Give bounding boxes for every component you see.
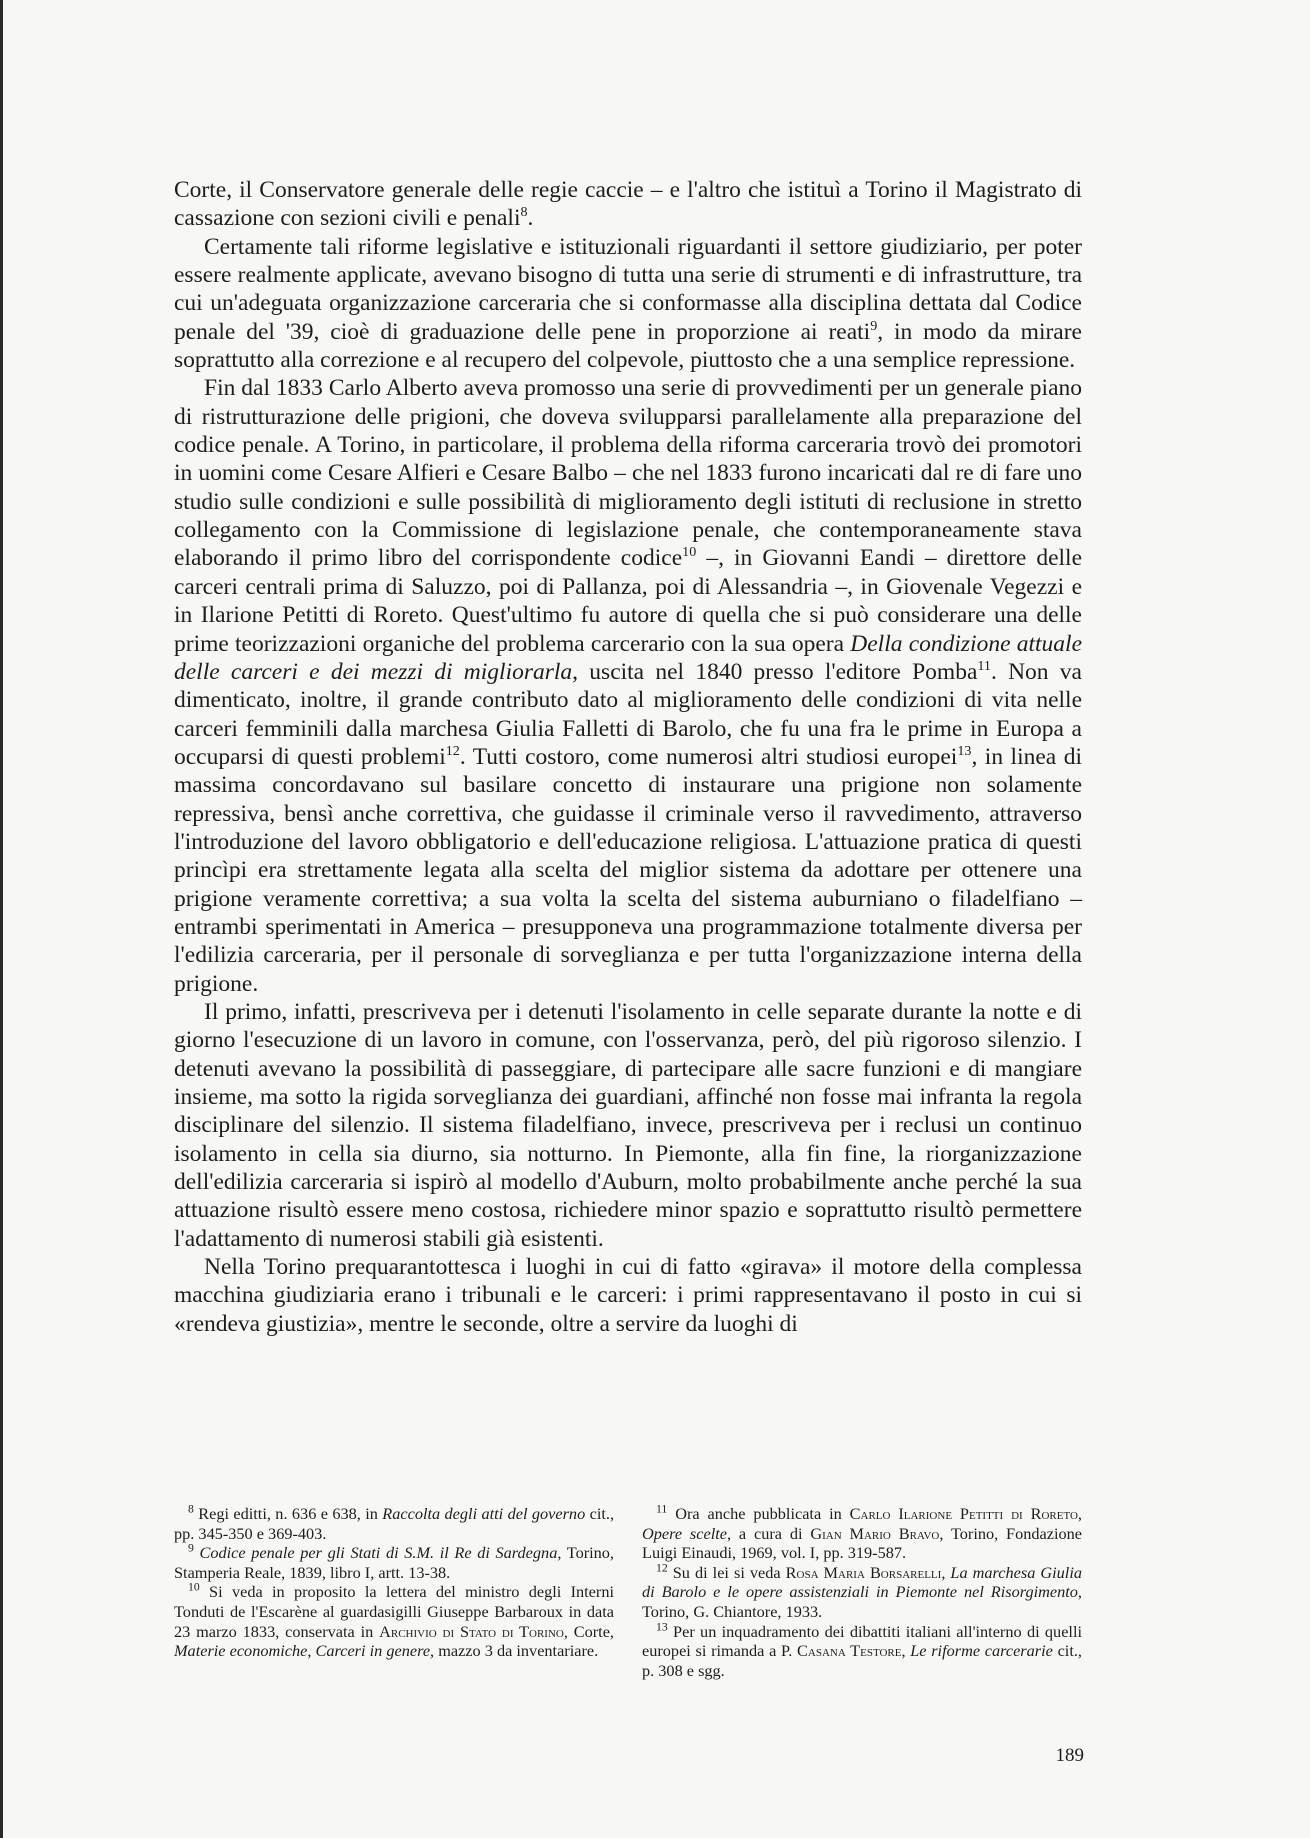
footnote-marker: 13 — [957, 743, 972, 760]
footnote-marker: 11 — [656, 1502, 668, 1516]
italic-title: Raccolta degli atti del governo — [382, 1504, 586, 1523]
paragraph: Nella Torino prequarantottesca i luoghi in cui di fatto «girava» il motore della complessa macchina giudiziaria erano i tribunali e le carceri: i primi rappresentavano il posto in cui si «rendeva giustizia», mentre le seconde, oltre a servire da luoghi di — [174, 1254, 1082, 1337]
footnote-marker: 11 — [977, 658, 991, 675]
italic-title: Opere scelte — [642, 1523, 727, 1543]
footnote: $^{11}$ Ora anche pubblicata in Carlo Ilarione Petitti di Roreto, Opere scelte, a cura di Gian Mario Bravo, Torino, Fondazione Luigi Einaudi, 1969, vol. I, pp. 319-587. — [642, 1502, 1082, 1563]
footnote-marker: 13 — [656, 1620, 668, 1634]
footnote-marker: 12 — [656, 1561, 668, 1575]
footnote: $^9$ Codice penale per gli Stati di S.M. il Re di Sardegna, Torino, Stamperia Reale, 1839, libro I, artt. 13-38. — [174, 1541, 615, 1582]
small-caps-name: Archivio di Stato di Torino — [379, 1621, 564, 1641]
small-caps-name: Rosa Maria Borsarelli — [785, 1562, 942, 1582]
paragraph: Fin dal 1833 Carlo Alberto aveva promosso una serie di provvedimenti per un generale piano di ristrutturazione delle prigioni, che doveva svilupparsi parallelamente alla preparazione del codice penale. A Torino, in particolare, il problema della riforma carceraria trovò dei promotori in uomini come Cesare Alfieri e Cesare Balbo – che nel 1833 furono incaricati dal re di fare uno studio sulle condizioni e sulle possibilità di miglioramento degli istituti di reclusione in stretto collegamento con la Commissione di legislazione penale, che contemporaneamente stava elaborando il primo libro del corrispondente codice$^{10}$ –, in Giovanni Eandi – direttore delle carceri centrali prima di Saluzzo, poi di Pallanza, poi di Alessandria –, in Giovenale Vegezzi e in Ilarione Petitti di Roreto. Quest'ultimo fu autore di quella che si può considerare una delle prime teorizzazioni organiche del problema carcerario con la sua opera Della condizione attuale delle carceri e dei mezzi di migliorarla, uscita nel 1840 presso l'editore Pomba$^{11}$. Non va dimenticato, inoltre, il grande contributo dato al miglioramento delle condizioni di vita nelle carceri femminili dalla marchesa Giulia Falletti di Barolo, che fu una fra le prime in Europa a occuparsi di questi problemi$^{12}$. Tutti costoro, come numerosi altri studiosi europei$^{13}$, in linea di massima concordavano sul basilare concetto di instaurare una prigione non solamente repressiva, bensì anche correttiva, che guidasse il criminale verso il ravvedimento, attraverso l'introduzione del lavoro obbligatorio e dell'educazione religiosa. L'attuazione pratica di questi princìpi era strettamente legata alla scelta del miglior sistema da adottare per ottenere una prigione veramente correttiva; a sua volta la scelta del sistema auburniano o filadelfiano – entrambi sperimentati in America – presupponeva una programmazione totalmente diversa per l'edilizia carceraria, per il personale di sorveglianza e per tutta l'organizzazione interna della prigione. — [174, 375, 1082, 997]
italic-title: La marchesa Giulia di Barolo e le opere assistenziali in Piemonte nel Risorgimento — [642, 1562, 1082, 1602]
italic-title: Carceri in genere — [315, 1641, 431, 1661]
italic-title: Le riforme carcerarie — [910, 1641, 1053, 1661]
paragraph: Il primo, infatti, prescriveva per i detenuti l'isolamento in celle separate durante la notte e di giorno l'esecuzione di un lavoro in comune, con l'osservanza, però, del più rigoroso silenzio. I detenuti avevano la possibilità di passeggiare, di partecipare alle sacre funzioni e di mangiare insieme, ma sotto la rigida sorveglianza dei guardiani, affinché non fosse mai infranta la regola disciplinare del silenzio. Il sistema filadelfiano, invece, prescriveva per i reclusi un continuo isolamento in cella sia diurno, sia notturno. In Piemonte, alla fin fine, la riorganizzazione dell'edilizia carceraria si ispirò al modello d'Auburn, molto probabilmente anche perché la sua attuazione risultò essere meno costosa, richiedere minor spazio e soprattutto risultò permettere l'adattamento di numerosi stabili già esistenti. — [174, 998, 1082, 1252]
footnote: $^{10}$ Si veda in proposito la lettera del ministro degli Interni Tonduti de l'Escarène al guardasigilli Giuseppe Barbaroux in data 23 marzo 1833, conservata in Archivio di Stato di Torino, Corte, Materie economiche, Carceri in genere, mazzo 3 da inventariare. — [174, 1580, 614, 1661]
footnote-marker: 10 — [188, 1580, 200, 1594]
footnote: $^{13}$ Per un inquadramento dei dibattiti italiani all'interno di quelli europei si rimanda a P. Casana Testore, Le riforme carcerarie cit., p. 308 e sgg. — [642, 1620, 1082, 1680]
paragraph: Certamente tali riforme legislative e istituzionali riguardanti il settore giudiziario, per poter essere realmente applicate, avevano bisogno di tutta una serie di strumenti e di infrastrutture, tra cui un'adeguata organizzazione carceraria che si conformasse alla disciplina dettata dal Codice penale del '39, cioè di graduazione delle pene in proporzione ai reati$^9$, in modo da mirare soprattutto alla correzione e al recupero del colpevole, piuttosto che a una semplice repressione. — [174, 233, 1082, 374]
footnotes — [174, 1504, 1082, 1680]
small-caps-name: Gian Mario Bravo — [810, 1523, 940, 1543]
footnote-marker: 12 — [445, 743, 460, 760]
paragraph: Corte, il Conservatore generale delle regie caccie – e l'altro che istituì a Torino il Magistrato di cassazione con sezioni civili e penali$^8$. — [174, 177, 1082, 232]
page-number: 189 — [1055, 1745, 1084, 1766]
footnote: $^{12}$ Su di lei si veda Rosa Maria Borsarelli, La marchesa Giulia di Barolo e le opere assistenziali in Piemonte nel Risorgimento, Torino, G. Chiantore, 1933. — [642, 1561, 1082, 1621]
footnotes-right-column — [642, 1504, 1082, 1680]
small-caps-name: Casana Testore — [797, 1641, 902, 1661]
footnote-marker: 8 — [188, 1502, 194, 1516]
footnote-marker: 9 — [870, 317, 878, 334]
page-binding-edge — [0, 0, 3, 1838]
small-caps-name: Carlo Ilarione Petitti di Roreto — [849, 1504, 1078, 1523]
italic-title: Codice penale per gli Stati di S.M. il Re di Sardegna — [199, 1543, 558, 1563]
italic-title: Materie economiche — [174, 1641, 308, 1661]
body-text — [174, 176, 1082, 1338]
italic-title: Della condizione attuale delle carceri e dei mezzi di migliorarla — [174, 630, 1082, 685]
footnotes-left-column — [174, 1504, 614, 1680]
footnote-marker: 8 — [520, 204, 528, 221]
footnote: $^8$ Regi editti, n. 636 e 638, in Raccolta degli atti del governo cit., pp. 345-350 e 369-403. — [174, 1502, 615, 1543]
footnote-marker: 9 — [188, 1541, 194, 1555]
footnote-marker: 10 — [682, 544, 697, 561]
